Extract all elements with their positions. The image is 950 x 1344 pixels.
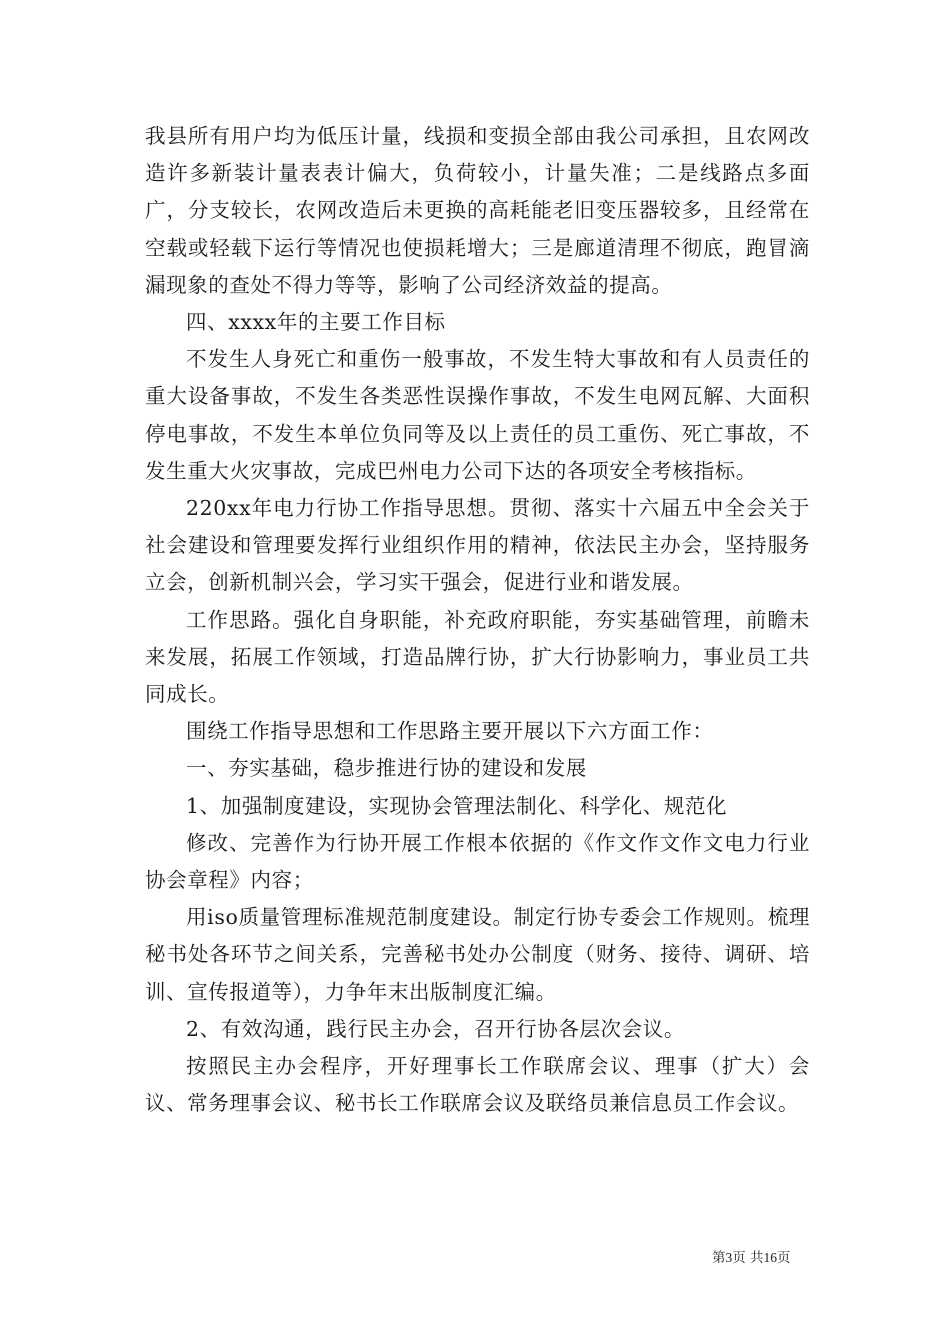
subsection-heading: 1、加强制度建设，实现协会管理法制化、科学化、规范化 bbox=[186, 793, 728, 818]
document-body bbox=[145, 118, 810, 1122]
footer-suffix: 页 bbox=[777, 1250, 791, 1266]
subsection-heading: 2、有效沟通，践行民主办会，召开行协各层次会议。 bbox=[186, 1016, 685, 1041]
footer-middle: 页 共 bbox=[732, 1250, 764, 1266]
section-heading: 一、夯实基础，稳步推进行协的建设和发展 bbox=[186, 756, 587, 781]
paragraph: 围绕工作指导思想和工作思路主要开展以下六方面工作： bbox=[186, 719, 714, 744]
total-pages-number: 16 bbox=[763, 1250, 778, 1265]
paragraph: 我县所有用户均为低压计量，线损和变损全部由我公司承担，且农网改造许多新装计量表表计偏大，负荷较小，计量失准；二是线路点多面广，分支较长，农网改造后未更换的高耗能老旧变压器较多，且经常在空载或轻载下运行等情况也使损耗增大；三是廊道清理不彻底，跑冒滴漏现象的查处不得力等等，影响了公司经济效益的提高。 bbox=[145, 124, 810, 297]
current-page-number: 3 bbox=[725, 1250, 733, 1265]
footer-prefix: 第 bbox=[712, 1250, 726, 1266]
paragraph: 工作思路。强化自身职能，补充政府职能，夯实基础管理，前瞻未来发展，拓展工作领域，打造品牌行协，扩大行协影响力，事业员工共同成长。 bbox=[145, 607, 810, 707]
paragraph: 不发生人身死亡和重伤一般事故，不发生特大事故和有人员责任的重大设备事故，不发生各类恶性误操作事故，不发生电网瓦解、大面积停电事故，不发生本单位负同等及以上责任的员工重伤、死亡事故，不发生重大火灾事故，完成巴州电力公司下达的各项安全考核指标。 bbox=[145, 347, 810, 483]
paragraph: 用iso质量管理标准规范制度建设。制定行协专委会工作规则。梳理秘书处各环节之间关系，完善秘书处办公制度（财务、接待、调研、培训、宣传报道等），力争年末出版制度汇编。 bbox=[145, 905, 810, 1004]
page-number-footer bbox=[712, 1246, 791, 1266]
paragraph: 修改、完善作为行协开展工作根本依据的《作文作文作文电力行业协会章程》内容； bbox=[145, 830, 810, 893]
paragraph: 按照民主办会程序，开好理事长工作联席会议、理事（扩大）会议、常务理事会议、秘书长工作联席会议及联络员兼信息员工作会议。 bbox=[145, 1054, 810, 1116]
section-heading: 四、xxxx年的主要工作目标 bbox=[186, 310, 446, 335]
paragraph: 220xx年电力行协工作指导思想。贯彻、落实十六届五中全会关于社会建设和管理要发挥行业组织作用的精神，依法民主办会，坚持服务立会，创新机制兴会，学习实干强会，促进行业和谐发展。 bbox=[145, 496, 810, 595]
